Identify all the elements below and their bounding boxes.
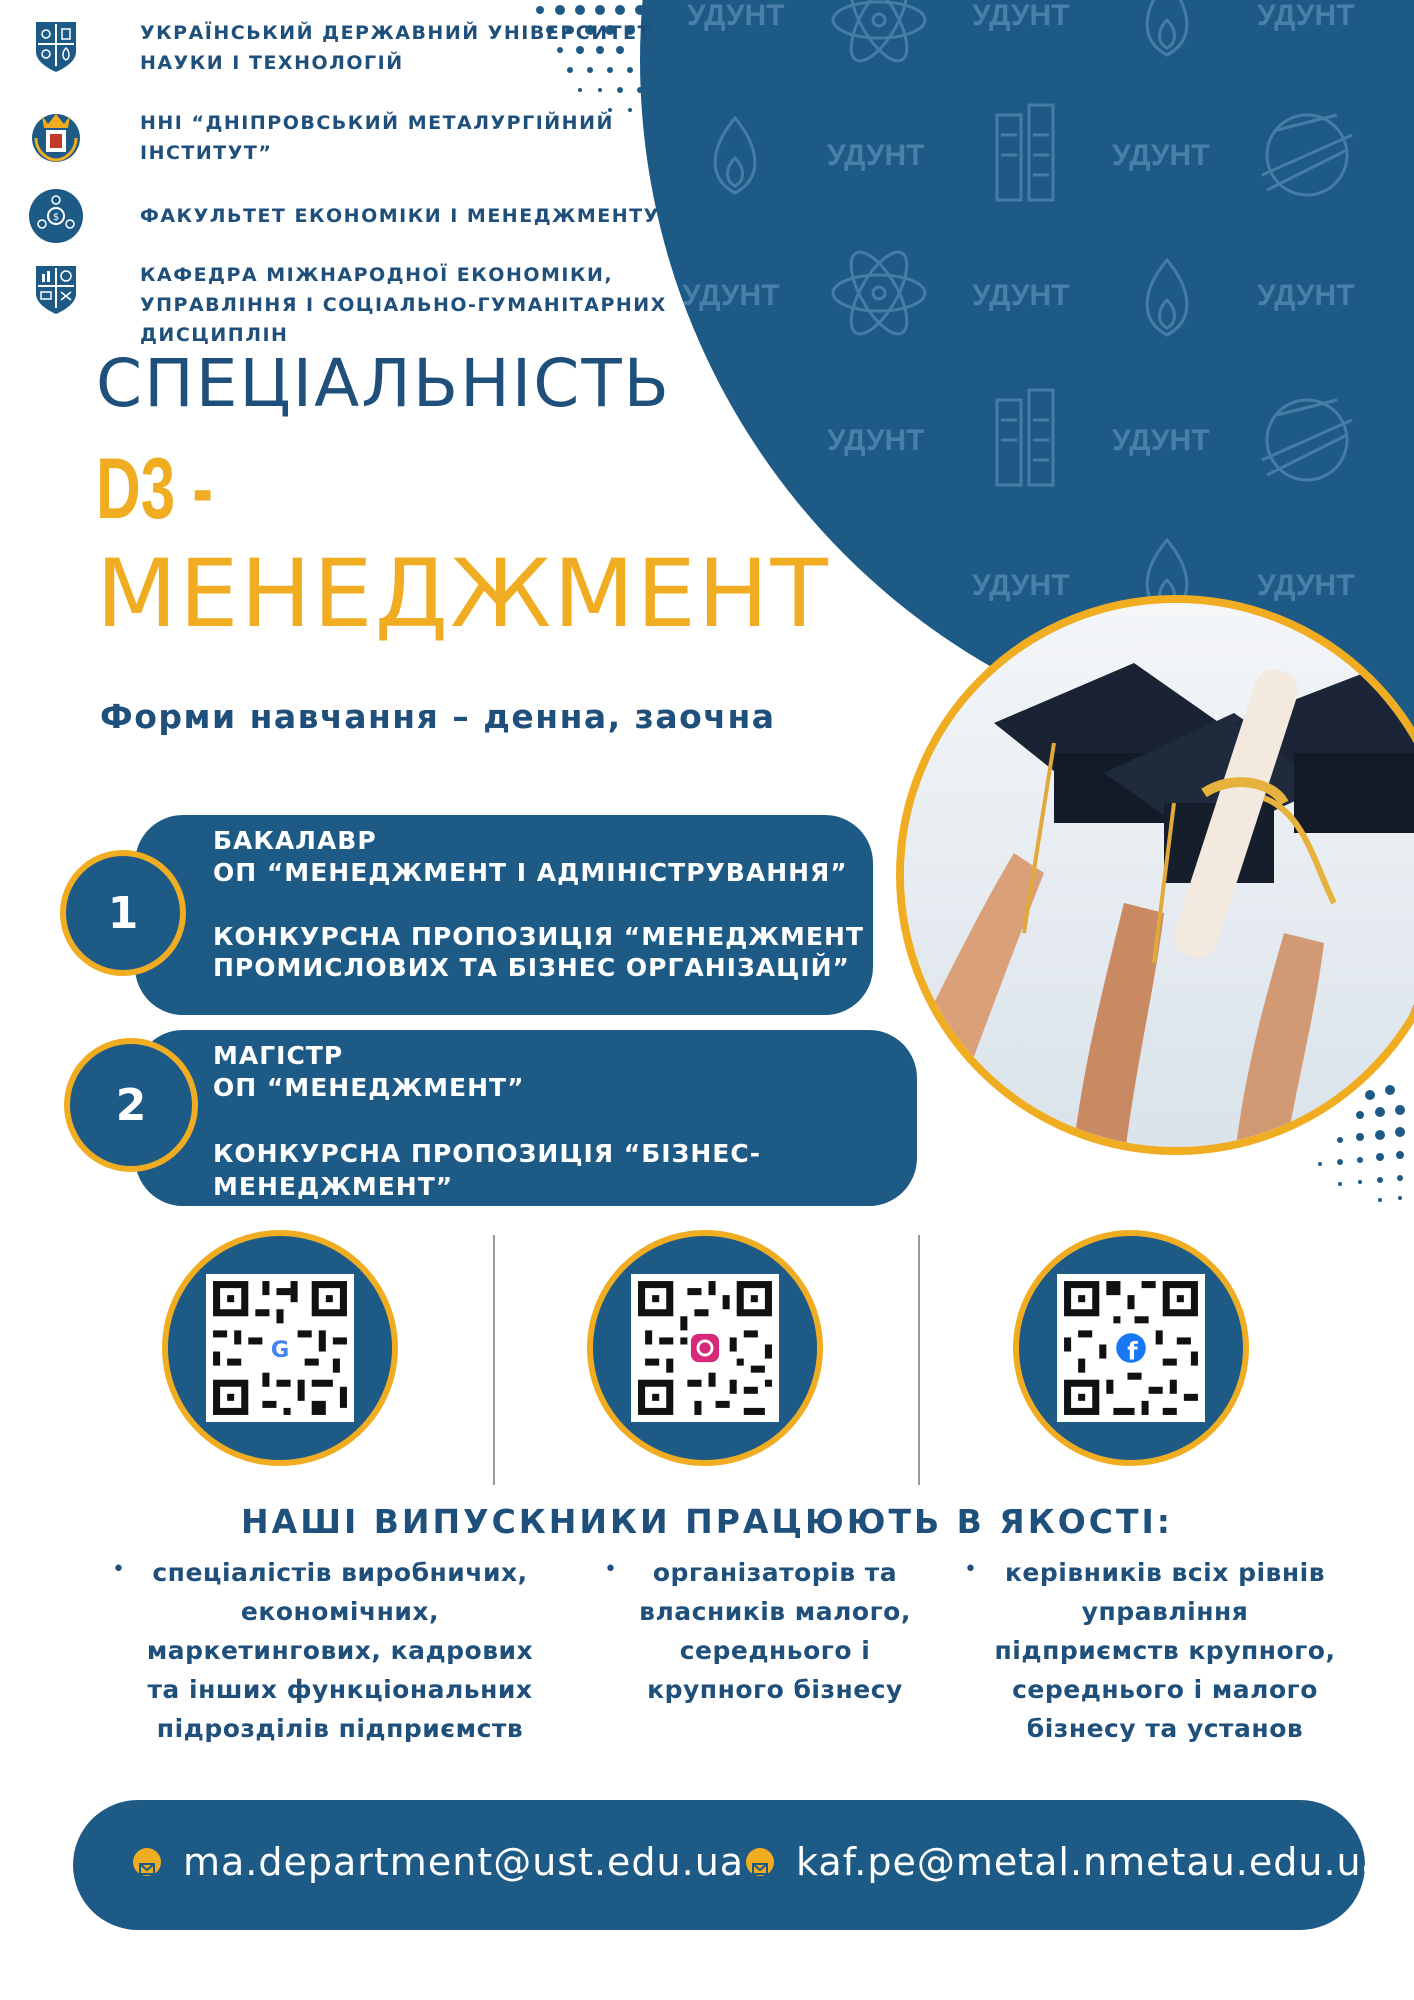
bullet: •	[604, 1557, 617, 1582]
specialty-label: СПЕЦІАЛЬНІСТЬ	[96, 345, 671, 422]
program-card-bachelor	[135, 815, 873, 1015]
program-degree: БАКАЛАВР	[213, 826, 377, 855]
graduates-column-organizers: організаторів та власників малого, середнього і крупного бізнесу	[639, 1558, 911, 1704]
pattern-label: УДУНТ	[972, 0, 1070, 32]
divider	[493, 1235, 495, 1485]
bullet: •	[964, 1557, 977, 1582]
program-offer-line: КОНКУРСНА ПРОПОЗИЦІЯ “МЕНЕДЖМЕНТ	[213, 922, 864, 951]
pattern-label: УДУНТ	[1112, 424, 1210, 457]
pattern-label: УДУНТ	[1257, 0, 1355, 32]
specialty-name: МЕНЕДЖМЕНТ	[96, 540, 830, 649]
logo-row-institute	[28, 108, 614, 168]
contact-email-link[interactable]	[133, 1840, 744, 1884]
graduates-column-managers: керівників всіх рівнів управління підприємств крупного, середнього і малого бізнесу та установ	[994, 1558, 1336, 1743]
logo-row-university	[28, 18, 652, 78]
graduates-heading: НАШІ ВИПУСКНИКИ ПРАЦЮЮТЬ В ЯКОСТІ:	[241, 1502, 1173, 1541]
google-icon: G	[270, 1337, 290, 1364]
university-shield-icon	[28, 18, 84, 74]
qr-code-image	[1057, 1274, 1205, 1422]
divider	[918, 1235, 920, 1485]
svg-text:f: f	[1127, 1337, 1138, 1366]
mail-icon	[746, 1848, 774, 1876]
bullet: •	[112, 1557, 125, 1582]
building-icon	[997, 390, 1053, 485]
qr-code-instagram-link[interactable]	[587, 1230, 823, 1466]
pattern-label: УДУНТ	[682, 279, 780, 312]
program-offer-line: ПРОМИСЛОВИХ ТА БІЗНЕС ОРГАНІЗАЦІЙ”	[213, 953, 850, 982]
email-address: kaf.pe@metal.nmetau.edu.ua	[796, 1840, 1386, 1884]
globe-icon	[1262, 115, 1352, 195]
study-forms: Форми навчання – денна, заочна	[100, 697, 776, 736]
graduates-column-specialists: спеціалістів виробничих, економічних, маркетингових, кадрових та інших функціональних підрозділів підприємств	[146, 1558, 534, 1743]
pattern-label: УДУНТ	[1257, 569, 1355, 602]
svg-text:$: $	[52, 212, 60, 223]
qr-code-image	[631, 1274, 779, 1422]
email-address: ma.department@ust.edu.ua	[183, 1840, 745, 1884]
program-offer-line: МЕНЕДЖМЕНТ”	[213, 1172, 454, 1201]
faculty-name: ФАКУЛЬТЕТ ЕКОНОМІКИ І МЕНЕДЖМЕНТУ	[140, 205, 660, 227]
program-degree: МАГІСТР	[213, 1041, 344, 1070]
pattern-label: УДУНТ	[1112, 139, 1210, 172]
flame-icon	[1147, 0, 1187, 55]
program-offer-line: КОНКУРСНА ПРОПОЗИЦІЯ “БІЗНЕС-	[213, 1139, 762, 1168]
atom-icon	[833, 244, 925, 342]
program-card-master	[135, 1030, 917, 1206]
graduation-caps-illustration	[904, 603, 1414, 1155]
specialty-code: D3 -	[96, 441, 213, 537]
department-shield-icon	[28, 260, 84, 316]
program-name: ОП “МЕНЕДЖМЕНТ”	[213, 1073, 525, 1102]
department-name: КАФЕДРА МІЖНАРОДНОЇ ЕКОНОМІКИ, УПРАВЛІННЯ І СОЦІАЛЬНО-ГУМАНІТАРНИХ ДИСЦИПЛІН	[140, 264, 667, 346]
program-name: ОП “МЕНЕДЖМЕНТ І АДМІНІСТРУВАННЯ”	[213, 858, 848, 887]
program-number-badge: 2	[64, 1038, 198, 1172]
flame-icon	[715, 118, 755, 193]
pattern-label: УДУНТ	[1257, 279, 1355, 312]
pattern-label: УДУНТ	[972, 279, 1070, 312]
atom-icon	[833, 0, 925, 69]
logo-row-faculty	[28, 188, 660, 244]
institute-crest-icon	[28, 108, 84, 164]
building-icon	[997, 105, 1053, 200]
qr-code-image	[206, 1274, 354, 1422]
institute-name: ННІ “ДНІПРОВСЬКИЙ МЕТАЛУРГІЙНИЙ ІНСТИТУТ”	[140, 112, 614, 164]
instagram-icon	[691, 1334, 719, 1362]
contacts-bar	[73, 1800, 1386, 1930]
qr-code-facebook-link[interactable]	[1013, 1230, 1249, 1466]
flame-icon	[1147, 260, 1187, 335]
globe-icon	[1262, 400, 1352, 480]
pattern-label: УДУНТ	[687, 0, 785, 32]
program-number-badge: 1	[60, 850, 186, 976]
mail-icon	[133, 1848, 161, 1876]
contact-email-link[interactable]	[746, 1840, 1386, 1884]
pattern-label: УДУНТ	[827, 424, 925, 457]
pattern-label: УДУНТ	[827, 139, 925, 172]
logo-row-department	[28, 260, 667, 350]
faculty-economics-icon	[28, 188, 84, 244]
pattern-label: УДУНТ	[972, 569, 1070, 602]
qr-code-google-link[interactable]	[162, 1230, 398, 1466]
university-name: УКРАЇНСЬКИЙ ДЕРЖАВНИЙ УНІВЕРСИТЕТ НАУКИ І ТЕХНОЛОГІЙ	[140, 22, 652, 74]
